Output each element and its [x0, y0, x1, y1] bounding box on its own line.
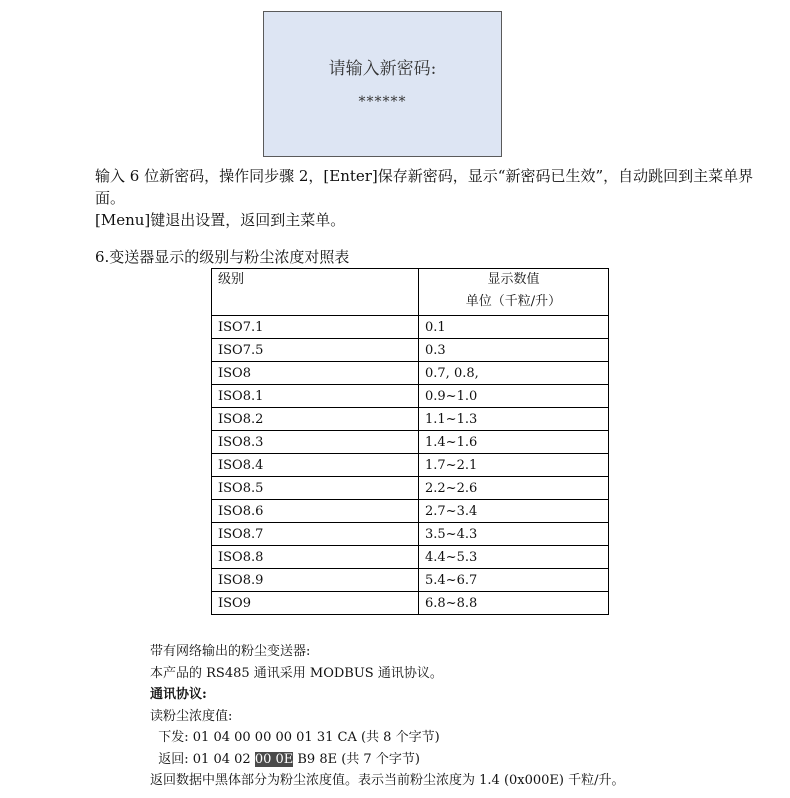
table-row [212, 454, 609, 477]
level-cell: ISO8.2 [212, 408, 419, 431]
level-cell: ISO8 [212, 362, 419, 385]
password-mask: ****** [358, 94, 407, 110]
table-row [212, 362, 609, 385]
level-cell: ISO8.9 [212, 569, 419, 592]
value-cell: 6.8~8.8 [419, 592, 609, 615]
value-cell: 5.4~6.7 [419, 569, 609, 592]
table-row [212, 569, 609, 592]
lcd-screen-figure [263, 11, 502, 157]
return-prefix: 返回: 01 04 02 [150, 751, 255, 767]
level-cell: ISO8.4 [212, 454, 419, 477]
value-cell: 0.3 [419, 339, 609, 362]
table-row [212, 431, 609, 454]
concentration-bytes-highlight: 00 0E [254, 751, 294, 767]
table-row [212, 477, 609, 500]
header-value [419, 269, 609, 316]
return-note: 返回数据中黑体部分为粉尘浓度值。表示当前粉尘浓度为 1.4 (0x000E) 千粒/升。 [150, 773, 625, 788]
header-value-label: 显示数值 [487, 272, 540, 287]
section-title: 6.变送器显示的级别与粉尘浓度对照表 [95, 248, 350, 266]
read-label: 读粉尘浓度值: [150, 708, 233, 724]
modbus-intro: 本产品的 RS485 通讯采用 MODBUS 通讯协议。 [150, 665, 443, 681]
level-cell: ISO9 [212, 592, 419, 615]
modbus-section [150, 641, 625, 792]
table-row [212, 339, 609, 362]
header-unit-label: 单位（千粒/升） [465, 294, 562, 309]
value-cell: 0.9~1.0 [419, 385, 609, 408]
level-cell: ISO8.6 [212, 500, 419, 523]
table-row [212, 408, 609, 431]
value-cell: 0.1 [419, 316, 609, 339]
protocol-label: 通讯协议: [150, 687, 207, 702]
new-password-prompt: 请输入新密码: [328, 59, 437, 79]
value-cell: 2.2~2.6 [419, 477, 609, 500]
level-cell: ISO8.8 [212, 546, 419, 569]
return-line [150, 749, 625, 771]
table-row [212, 546, 609, 569]
level-cell: ISO8.1 [212, 385, 419, 408]
value-cell: 4.4~5.3 [419, 546, 609, 569]
header-level: 级别 [212, 269, 419, 316]
value-cell: 3.5~4.3 [419, 523, 609, 546]
level-cell: ISO7.1 [212, 316, 419, 339]
level-concentration-table [211, 268, 609, 615]
table-row [212, 500, 609, 523]
table-row [212, 316, 609, 339]
instruction-paragraph: 输入 6 位新密码，操作同步骤 2，[Enter]保存新密码，显示“新密码已生效”，自动跳回到主菜单界面。 [95, 167, 754, 207]
send-line: 下发: 01 04 00 00 00 01 31 CA (共 8 个字节) [150, 730, 440, 745]
level-cell: ISO8.7 [212, 523, 419, 546]
menu-key-paragraph: [Menu]键退出设置，返回到主菜单。 [95, 211, 346, 229]
value-cell: 1.1~1.3 [419, 408, 609, 431]
table-header-row [212, 269, 609, 316]
level-cell: ISO8.3 [212, 431, 419, 454]
level-cell: ISO8.5 [212, 477, 419, 500]
return-suffix: B9 8E (共 7 个字节) [293, 751, 420, 767]
table-row [212, 592, 609, 615]
level-cell: ISO7.5 [212, 339, 419, 362]
table-row [212, 523, 609, 546]
value-cell: 0.7, 0.8, [419, 362, 609, 385]
value-cell: 1.7~2.1 [419, 454, 609, 477]
modbus-heading: 带有网络输出的粉尘变送器: [150, 644, 311, 659]
value-cell: 2.7~3.4 [419, 500, 609, 523]
value-cell: 1.4~1.6 [419, 431, 609, 454]
table-row [212, 385, 609, 408]
